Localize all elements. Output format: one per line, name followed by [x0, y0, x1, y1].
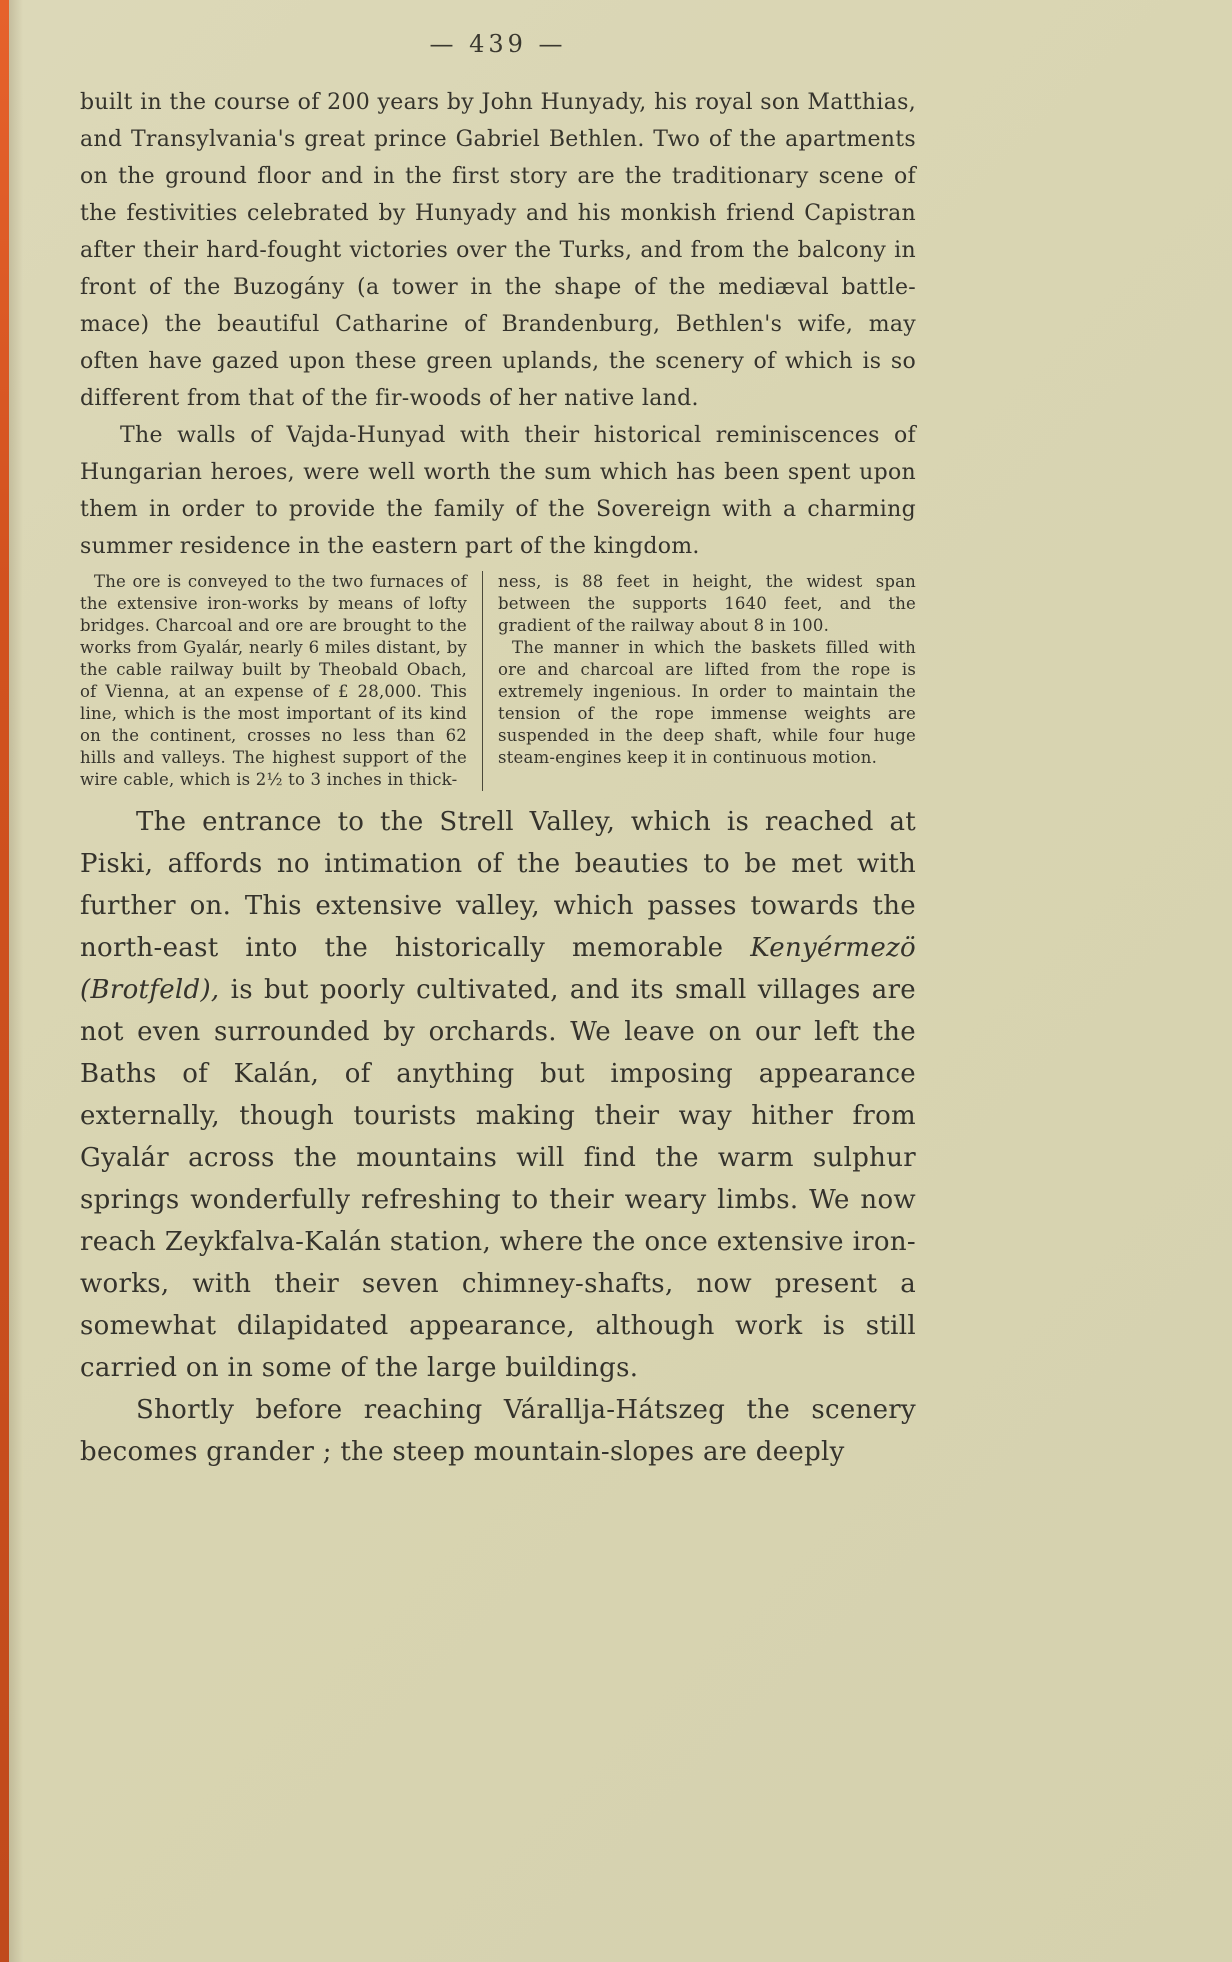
- page-edge-shadow: [9, 0, 23, 1962]
- note-right-column: [483, 571, 916, 791]
- paragraph-varallja-hatszeg: Shortly before reaching Várallja-Hátszeg the scenery becomes grander ; the steep mountain-slopes are deeply: [80, 1395, 916, 1467]
- note-right-paragraph-baskets: The manner in which the baskets filled with ore and charcoal are lifted from the rope is extremely ingenious. In order to maintain the tension of the rope immense weights are suspended in the deep shaft, while four huge steam-engines keep it in continuous motion.: [498, 638, 916, 767]
- note-right-paragraph-continuation: ness, is 88 feet in height, the widest span between the supports 1640 feet, and the gradient of the railway about 8 in 100.: [498, 572, 916, 635]
- paragraph-strell-valley: [80, 801, 916, 1389]
- paragraph-text-part2: is but poorly cultivated, and its small villages are not even surrounded by orchards. We leave on our left the Baths of Kalán, of anything but imposing appearance externally, though tourists making their way hither from Gyalár across the mountains will find the warm sulphur springs wonderfully refreshing to their weary limbs. We now reach Zeykfalva-Kalán station, where the once extensive iron-works, with their seven chimney-shafts, now present a somewhat dilapidated appearance, although work is still carried on in some of the large buildings.: [80, 975, 916, 1383]
- italic-place-name: Kenyérmezö (Brotfeld),: [80, 933, 916, 1005]
- book-spine-edge: [0, 0, 9, 1962]
- book-page: [80, 30, 916, 1473]
- paragraph-vajda-hunyad: The walls of Vajda-Hunyad with their historical reminiscences of Hungarian heroes, were well worth the sum which has been spent upon them in order to provide the family of the Sovereign with a charming summer residence in the eastern part of the kingdom.: [80, 423, 916, 559]
- paragraph-continuation: built in the course of 200 years by John Hunyady, his royal son Matthias, and Transylvania's great prince Gabriel Bethlen. Two of the apartments on the ground floor and in the first story are the traditionary scene of the festivities celebrated by Hunyady and his monkish friend Capistran after their hard-fought victories over the Turks, and from the balcony in front of the Buzogány (a tower in the shape of the mediæval battle-mace) the beautiful Catharine of Brandenburg, Bethlen's wife, may often have gazed upon these green uplands, the scenery of which is so different from that of the fir-woods of her native land.: [80, 90, 916, 411]
- note-left-paragraph: The ore is conveyed to the two furnaces of the extensive iron-works by means of lofty bridges. Charcoal and ore are brought to the works from Gyalár, nearly 6 miles distant, by the cable railway built by Theobald Obach, of Vienna, at an expense of £ 28,000. This line, which is the most important of its kind on the continent, crosses no less than 62 hills and valleys. The highest support of the wire cable, which is 2½ to 3 inches in thick-: [80, 572, 467, 789]
- two-column-note: [80, 571, 916, 791]
- note-left-column: [80, 571, 482, 791]
- page-number: — 439 —: [429, 30, 567, 58]
- paragraph-text-part1: The entrance to the Strell Valley, which is reached at Piski, affords no intimation of the beauties to be met with further on. This extensive valley, which passes towards the north-east into the historically memorable: [80, 807, 916, 963]
